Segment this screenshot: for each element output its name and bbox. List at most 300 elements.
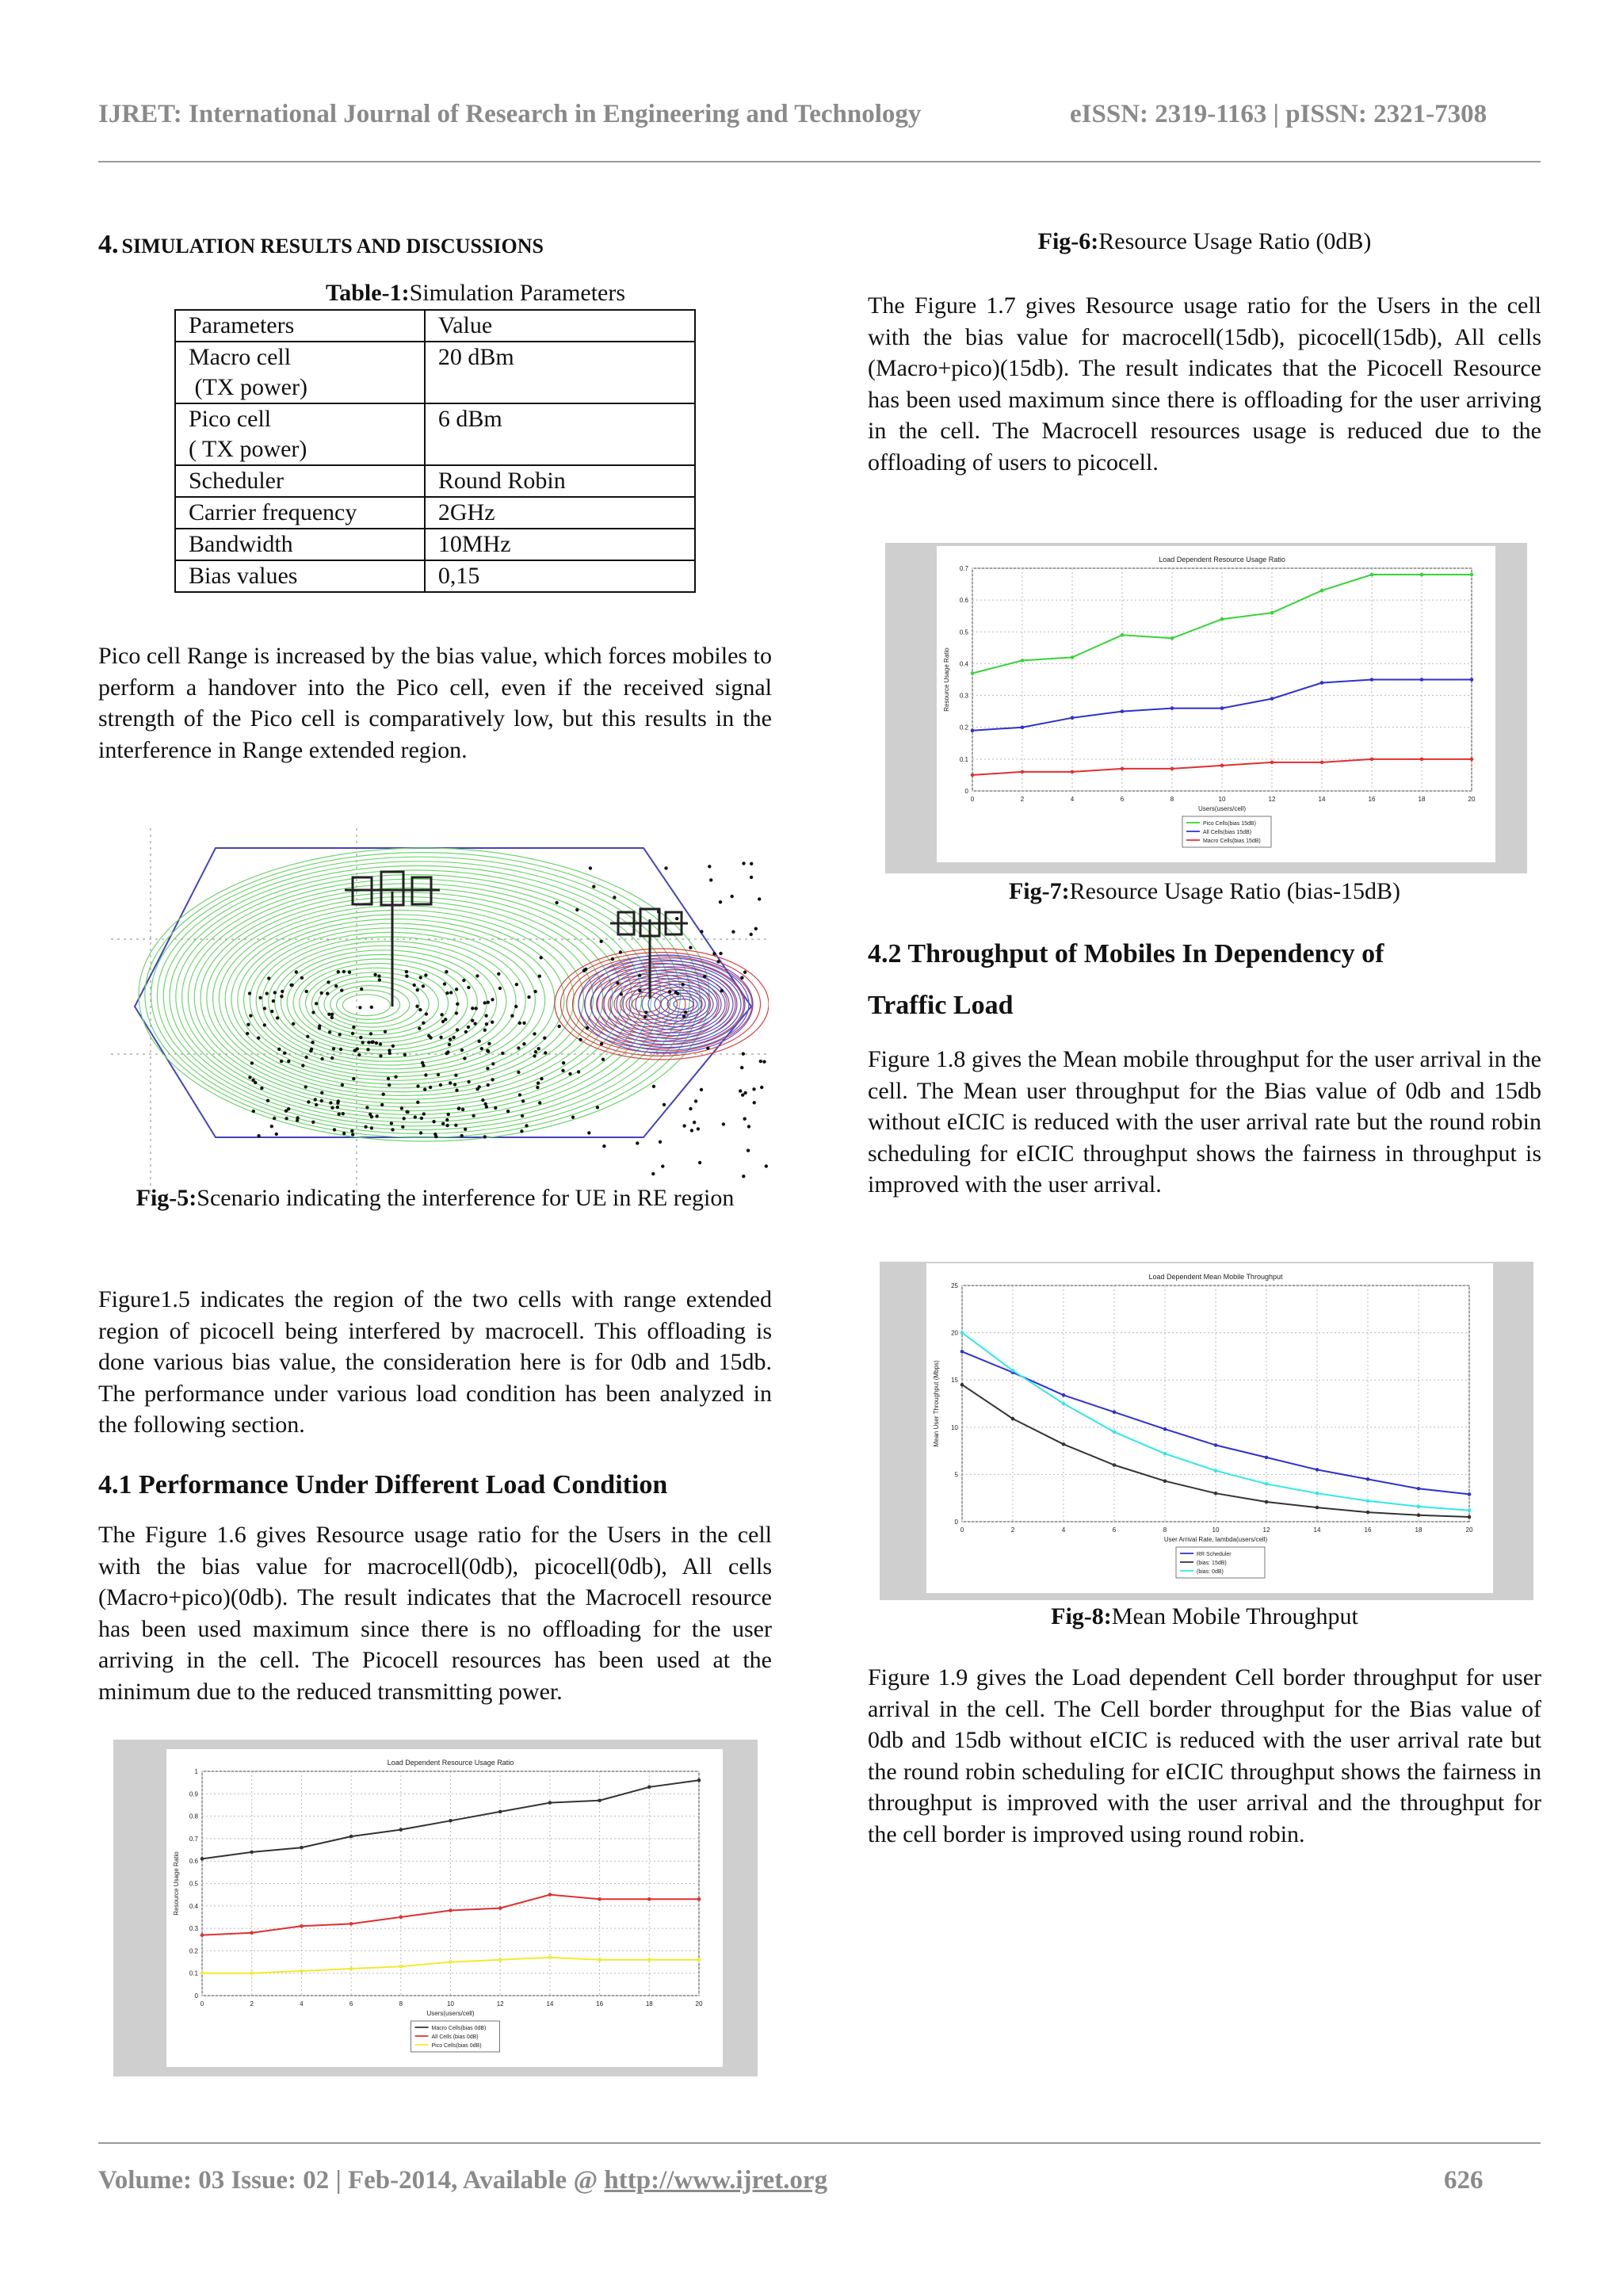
ue-dot bbox=[443, 982, 446, 985]
ue-dot bbox=[484, 1014, 487, 1017]
ue-dot bbox=[379, 1054, 382, 1057]
ue-dot bbox=[742, 861, 745, 865]
ue-dot bbox=[491, 1078, 494, 1081]
ue-dot bbox=[462, 979, 465, 982]
data-point bbox=[1370, 573, 1374, 577]
x-tick-label: 4 bbox=[1070, 796, 1075, 803]
ue-dot bbox=[419, 1131, 422, 1134]
ue-dot bbox=[740, 976, 743, 980]
y-tick-label: 10 bbox=[951, 1423, 958, 1431]
ue-dot bbox=[281, 990, 284, 993]
ue-dot bbox=[311, 1010, 315, 1014]
ue-dot bbox=[533, 1032, 536, 1035]
ue-dot bbox=[518, 1022, 521, 1025]
section4-heading: 4. SIMULATION RESULTS AND DISCUSSIONS bbox=[98, 230, 544, 259]
ue-dot bbox=[485, 1022, 488, 1026]
fig8-chart-frame bbox=[880, 1262, 1533, 1600]
ue-dot bbox=[517, 1046, 520, 1049]
ue-dot bbox=[759, 1060, 762, 1063]
ue-dot bbox=[359, 1036, 362, 1039]
ue-dot bbox=[750, 933, 753, 936]
y-axis-label: Resource Usage Ratio bbox=[943, 648, 950, 712]
y-tick-label: 0.7 bbox=[959, 565, 968, 572]
ue-dot bbox=[336, 1101, 339, 1104]
fig6-chart-frame bbox=[113, 1740, 758, 2076]
ue-dot bbox=[375, 1041, 378, 1045]
ue-dot bbox=[260, 1087, 263, 1090]
ue-dot bbox=[719, 900, 722, 904]
ue-dot bbox=[328, 1030, 331, 1033]
footer-rule bbox=[98, 2142, 1541, 2144]
chart-title: Load Dependent Resource Usage Ratio bbox=[1159, 556, 1285, 563]
ue-dot bbox=[600, 1042, 603, 1045]
ue-dot bbox=[388, 1083, 391, 1087]
data-point bbox=[349, 1922, 353, 1926]
table-row bbox=[175, 465, 695, 497]
ue-dot bbox=[352, 1026, 355, 1029]
legend-label: RR Scheduler bbox=[1197, 1552, 1232, 1557]
ue-dot bbox=[520, 1129, 523, 1133]
x-tick-label: 2 bbox=[1010, 1526, 1015, 1534]
data-point bbox=[498, 1810, 502, 1814]
ue-dot bbox=[445, 1124, 449, 1127]
fig7-caption: Fig-7:Resource Usage Ratio (bias-15dB) bbox=[1008, 878, 1401, 904]
value-cell: 20 dBm bbox=[425, 342, 695, 403]
ue-dot bbox=[463, 1056, 466, 1060]
ue-dot bbox=[510, 1014, 514, 1018]
data-point bbox=[1468, 1508, 1472, 1512]
ue-dot bbox=[472, 1114, 475, 1117]
ue-dot bbox=[387, 1077, 390, 1080]
parameter-cell: Parameters bbox=[175, 310, 425, 342]
data-point bbox=[1316, 1506, 1319, 1510]
ue-dot bbox=[413, 984, 416, 987]
ue-dot bbox=[254, 1081, 257, 1084]
page-number: 626 bbox=[1444, 2166, 1484, 2195]
ue-dot bbox=[309, 1049, 312, 1052]
ue-dot bbox=[429, 1036, 432, 1039]
ue-dot bbox=[388, 1052, 391, 1055]
ue-dot bbox=[246, 1023, 250, 1026]
ue-dot bbox=[497, 972, 500, 976]
ue-dot bbox=[536, 1086, 539, 1089]
ue-dot bbox=[423, 1087, 426, 1091]
ue-dot bbox=[337, 970, 340, 973]
ue-dot bbox=[758, 897, 761, 900]
x-tick-label: 18 bbox=[1418, 796, 1426, 803]
data-point bbox=[1417, 1487, 1421, 1491]
x-tick-label: 2 bbox=[250, 2000, 254, 2008]
chart-title: Load Dependent Mean Mobile Throughput bbox=[1148, 1273, 1283, 1281]
fig6-chart bbox=[113, 1740, 758, 2076]
ue-dot bbox=[433, 1133, 437, 1136]
data-point bbox=[1270, 611, 1274, 615]
legend-label: (bias: 0dB) bbox=[1197, 1569, 1224, 1575]
value-cell: Value bbox=[425, 310, 695, 342]
x-tick-label: 14 bbox=[546, 2000, 554, 2008]
data-point bbox=[498, 1906, 502, 1910]
ue-dot bbox=[454, 1074, 457, 1077]
para-fig15: Figure1.5 indicates the region of the two cells with range extended region of picocell being interfered by macrocell. This offloading is done various bias value, the consideration here is for 0db and 15db. The performance under various load condition has been analyzed in the following section. bbox=[98, 1286, 772, 1438]
data-point bbox=[971, 671, 975, 675]
data-point bbox=[1265, 1482, 1269, 1486]
ue-dot bbox=[712, 952, 716, 955]
ue-dot bbox=[420, 1117, 423, 1120]
ue-dot bbox=[616, 981, 619, 984]
ue-dot bbox=[584, 968, 587, 971]
ue-dot bbox=[367, 1041, 370, 1044]
ue-dot bbox=[455, 988, 458, 991]
y-tick-label: 0.6 bbox=[189, 1858, 198, 1866]
y-tick-label: 0.3 bbox=[189, 1925, 198, 1933]
ue-dot bbox=[517, 1071, 520, 1074]
ue-dot bbox=[592, 885, 595, 888]
ue-dot bbox=[263, 1007, 266, 1010]
value-cell: 10MHz bbox=[425, 529, 695, 560]
ue-dot bbox=[418, 1026, 421, 1030]
ue-dot bbox=[330, 1016, 334, 1019]
ue-dot bbox=[330, 1013, 334, 1016]
y-tick-label: 0.8 bbox=[189, 1813, 198, 1820]
ue-dot bbox=[401, 1125, 404, 1129]
value-cell: Round Robin bbox=[425, 465, 695, 497]
journal-url-link[interactable]: http://www.ijret.org bbox=[604, 2166, 828, 2195]
x-tick-label: 12 bbox=[1268, 796, 1276, 803]
fig8-caption: Fig-8:Mean Mobile Throughput bbox=[1051, 1603, 1358, 1629]
para-fig16: The Figure 1.6 gives Resource usage ratio for the Users in the cell with the bias value for macrocell(0db), picocell(0db), All cells (Macro+pico)(0db). The result indicates that the Macrocell resource has been used maximum since there is no offloading for the user arriving in the cell. The Picocell resources has been used at the minimum due to the reduced transmitting power. bbox=[98, 1522, 772, 1705]
journal-title: IJRET: International Journal of Research in Engineering and Technology bbox=[98, 100, 922, 128]
x-tick-label: 20 bbox=[1465, 1526, 1473, 1534]
ue-dot bbox=[475, 974, 479, 977]
ue-dot bbox=[370, 1006, 373, 1009]
ue-dot bbox=[358, 1006, 361, 1009]
data-point bbox=[1214, 1469, 1218, 1473]
macro-coverage-ring bbox=[170, 870, 661, 1122]
ue-dot bbox=[663, 1103, 666, 1106]
ue-dot bbox=[538, 975, 541, 978]
macro-coverage-ring bbox=[238, 919, 555, 1081]
x-tick-label: 0 bbox=[960, 1526, 964, 1534]
ue-dot bbox=[571, 1116, 575, 1119]
ue-dot bbox=[456, 1003, 459, 1006]
data-point bbox=[1071, 655, 1075, 659]
data-point bbox=[960, 1383, 964, 1387]
data-point bbox=[1220, 706, 1224, 710]
ue-dot bbox=[301, 1064, 304, 1067]
ue-dot bbox=[533, 990, 537, 993]
data-point bbox=[1470, 573, 1474, 577]
ue-dot bbox=[644, 1010, 647, 1014]
ue-dot bbox=[295, 970, 298, 973]
ue-dot bbox=[743, 1117, 747, 1121]
ue-dot bbox=[257, 1037, 260, 1040]
ue-dot bbox=[537, 1047, 540, 1050]
ue-dot bbox=[568, 1072, 571, 1075]
ue-dot bbox=[384, 1030, 387, 1033]
macro-coverage-ring bbox=[342, 995, 390, 1016]
ue-dot bbox=[351, 1133, 354, 1136]
ue-dot bbox=[731, 930, 735, 934]
ue-dot bbox=[449, 1081, 452, 1084]
data-point bbox=[250, 1971, 254, 1975]
ue-dot bbox=[320, 1099, 323, 1102]
ue-dot bbox=[483, 1135, 487, 1138]
ue-dot bbox=[747, 1149, 750, 1152]
data-point bbox=[1420, 573, 1424, 577]
ue-dot bbox=[391, 1045, 395, 1048]
ue-dot bbox=[422, 984, 425, 988]
fig7-chart bbox=[885, 543, 1527, 873]
ue-dot bbox=[258, 996, 262, 999]
data-point bbox=[697, 1897, 701, 1901]
x-tick-label: 12 bbox=[496, 2000, 504, 2008]
data-point bbox=[647, 1958, 651, 1962]
ue-dot bbox=[754, 927, 758, 930]
ue-dot bbox=[249, 1014, 252, 1017]
ue-dot bbox=[750, 876, 753, 879]
ue-dot bbox=[740, 1066, 743, 1069]
parameter-cell: Carrier frequency bbox=[175, 497, 425, 529]
ue-dot bbox=[403, 1117, 406, 1120]
y-tick-label: 0.9 bbox=[189, 1790, 198, 1798]
ue-dot bbox=[521, 1114, 524, 1117]
ue-dot bbox=[741, 1094, 744, 1097]
para-fig19: Figure 1.9 gives the Load dependent Cell border throughput for user arrival in the cell. The Cell border throughput for the Bias value of 0db and 15db without eICIC is reduced with the user arrival rate but the round robin scheduling for eICIC throughput shows the fairness in throughput is improved with the user arrival and the throughput for the cell border is improved using round robin. bbox=[868, 1664, 1541, 1847]
y-tick-label: 0.3 bbox=[959, 692, 968, 700]
legend-label: Macro Cells(bias 0dB) bbox=[431, 2026, 487, 2031]
ue-dot bbox=[719, 952, 722, 955]
ue-dot bbox=[283, 1052, 286, 1055]
table-header-row bbox=[175, 310, 695, 342]
ue-dot bbox=[391, 1128, 394, 1131]
ue-dot bbox=[703, 975, 706, 978]
y-axis-label: Mean User Throughput (Mbps) bbox=[933, 1360, 940, 1447]
ue-dot bbox=[720, 989, 724, 992]
y-tick-label: 0.7 bbox=[189, 1835, 198, 1843]
ue-dot bbox=[555, 901, 558, 904]
ue-dot bbox=[460, 1134, 464, 1137]
ue-dot bbox=[270, 1125, 273, 1128]
ue-dot bbox=[643, 1015, 647, 1018]
ue-dot bbox=[636, 1141, 639, 1144]
ue-dot bbox=[460, 1049, 464, 1052]
data-point bbox=[647, 1897, 651, 1901]
x-tick-label: 10 bbox=[1218, 796, 1226, 803]
ue-dot bbox=[467, 1026, 470, 1029]
ue-dot bbox=[498, 987, 502, 990]
legend-label: All Cells (bias 0dB) bbox=[431, 2034, 479, 2040]
ue-dot bbox=[534, 1050, 537, 1053]
ue-dot bbox=[416, 1084, 419, 1087]
data-point bbox=[1220, 764, 1224, 768]
parameter-cell: Pico cell ( TX power) bbox=[175, 403, 425, 465]
data-point bbox=[1320, 761, 1324, 765]
macro-cell-coverage bbox=[139, 848, 709, 1141]
ue-dot bbox=[314, 1098, 317, 1101]
ue-dot bbox=[697, 1127, 700, 1130]
x-tick-label: 10 bbox=[1212, 1526, 1220, 1534]
ue-dot bbox=[762, 1060, 766, 1064]
ue-dot bbox=[360, 988, 363, 991]
ue-dot bbox=[750, 862, 753, 865]
fig5-caption: Fig-5:Scenario indicating the interference for UE in RE region bbox=[136, 1185, 735, 1211]
x-tick-label: 4 bbox=[1061, 1526, 1066, 1534]
data-point bbox=[1417, 1505, 1421, 1509]
ue-dot bbox=[341, 1083, 344, 1087]
y-tick-label: 1 bbox=[194, 1768, 198, 1775]
ue-dot bbox=[403, 1053, 407, 1056]
ue-dot bbox=[246, 1032, 249, 1035]
ue-dot bbox=[558, 1025, 561, 1028]
data-point bbox=[1062, 1402, 1066, 1406]
fig7-chart-frame bbox=[885, 543, 1527, 873]
scenario-diagram bbox=[111, 828, 769, 1193]
data-point bbox=[399, 1916, 403, 1920]
ue-dot bbox=[300, 976, 304, 980]
ue-dot bbox=[693, 1121, 696, 1124]
ue-dot bbox=[422, 1064, 425, 1067]
ue-dot bbox=[471, 1019, 474, 1022]
ue-dot bbox=[361, 1041, 365, 1044]
ue-dot bbox=[289, 984, 292, 987]
ue-dot bbox=[445, 991, 449, 995]
ue-dot bbox=[306, 1035, 309, 1038]
ue-dot bbox=[533, 1054, 536, 1057]
y-tick-label: 15 bbox=[951, 1377, 958, 1385]
ue-dot bbox=[439, 1036, 442, 1039]
ue-dot bbox=[248, 1075, 251, 1079]
ue-dot bbox=[471, 1007, 474, 1010]
ue-dot bbox=[370, 1115, 373, 1118]
ue-dot bbox=[315, 1002, 318, 1005]
ue-dot bbox=[382, 1093, 385, 1096]
data-point bbox=[1420, 758, 1424, 762]
ue-dot bbox=[352, 1077, 355, 1080]
ue-dot bbox=[311, 1121, 315, 1124]
x-tick-label: 16 bbox=[1364, 1526, 1372, 1534]
legend-label: Pico Cells(bias 0dB) bbox=[431, 2043, 482, 2049]
ue-dot bbox=[478, 1040, 481, 1043]
ue-dot bbox=[305, 990, 308, 993]
ue-dot bbox=[326, 991, 329, 995]
ue-dot bbox=[494, 1106, 497, 1110]
data-point bbox=[1320, 681, 1324, 685]
data-point bbox=[1113, 1463, 1117, 1467]
ue-dot bbox=[437, 1073, 440, 1076]
ue-dot bbox=[342, 1112, 345, 1115]
pico-coverage-ring bbox=[617, 972, 729, 1036]
x-tick-label: 8 bbox=[1163, 1526, 1167, 1534]
x-tick-label: 4 bbox=[300, 2000, 304, 2008]
ue-dot bbox=[445, 1118, 449, 1121]
ue-dot bbox=[276, 1016, 279, 1019]
ue-dot bbox=[739, 1089, 742, 1092]
y-tick-label: 0.5 bbox=[189, 1880, 198, 1888]
ue-dot bbox=[752, 1087, 755, 1091]
ue-dot bbox=[540, 1077, 543, 1080]
ue-dot bbox=[449, 991, 453, 994]
ue-dot bbox=[342, 1132, 346, 1135]
ue-dot bbox=[280, 995, 283, 998]
y-axis-label: Resource Usage Ratio bbox=[173, 1851, 180, 1916]
data-point bbox=[1113, 1410, 1117, 1414]
ue-dot bbox=[613, 896, 616, 899]
ue-dot bbox=[287, 1107, 290, 1110]
ue-dot bbox=[515, 983, 518, 986]
ue-dot bbox=[464, 1030, 468, 1033]
data-point bbox=[1021, 725, 1025, 729]
ue-dot bbox=[304, 1085, 307, 1088]
data-point bbox=[1214, 1443, 1218, 1447]
ue-dot bbox=[675, 917, 678, 920]
ue-dot bbox=[602, 1144, 605, 1148]
data-point bbox=[1163, 1427, 1167, 1431]
ue-dot bbox=[416, 988, 419, 991]
ue-dot bbox=[351, 1032, 354, 1035]
macro-coverage-ring bbox=[306, 968, 449, 1038]
para-fig17: The Figure 1.7 gives Resource usage ratio for the Users in the cell with the bias value for macrocell(15db), picocell(15db), All cells (Macro+pico)(15db). The result indicates that the Picocell Resource has been used maximum since there is offloading for the user arriving in the cell. The Macrocell resources usage is reduced due to the offloading of users to picocell. bbox=[868, 292, 1541, 476]
ue-dot bbox=[722, 1122, 725, 1125]
y-tick-label: 25 bbox=[951, 1282, 958, 1289]
ue-dot bbox=[742, 1052, 745, 1056]
y-tick-label: 0.4 bbox=[189, 1902, 198, 1910]
data-point bbox=[1071, 716, 1075, 720]
chart-title: Load Dependent Resource Usage Ratio bbox=[387, 1759, 514, 1767]
para-fig18: Figure 1.8 gives the Mean mobile throughput for the user arrival in the cell. The Mean user throughput for the Bias value of 0db and 15db without eICIC is reduced with the user arrival rate but the round robin scheduling for eICIC throughput shows the fairness in throughput is improved with the user arrival. bbox=[868, 1046, 1541, 1198]
y-tick-label: 0 bbox=[194, 1992, 198, 2000]
data-point bbox=[1170, 767, 1174, 771]
ue-dot bbox=[320, 991, 323, 995]
ue-dot bbox=[348, 971, 351, 974]
ue-dot bbox=[518, 1093, 521, 1096]
ue-dot bbox=[491, 1021, 494, 1024]
ue-dot bbox=[483, 1029, 487, 1032]
ue-dot bbox=[445, 970, 448, 973]
ue-dot bbox=[577, 1070, 580, 1073]
data-point bbox=[1265, 1456, 1269, 1460]
ue-dot bbox=[263, 1023, 266, 1026]
ue-dot bbox=[406, 1110, 409, 1114]
y-tick-label: 0.6 bbox=[959, 597, 968, 605]
ue-dot bbox=[447, 1113, 450, 1116]
x-tick-label: 14 bbox=[1318, 796, 1326, 803]
ue-dot bbox=[652, 1085, 655, 1088]
macro-coverage-ring bbox=[194, 888, 622, 1106]
data-point bbox=[349, 1835, 353, 1839]
data-point bbox=[1021, 770, 1025, 774]
ue-dot bbox=[377, 974, 380, 977]
macro-coverage-ring bbox=[275, 946, 497, 1057]
data-point bbox=[1370, 758, 1374, 762]
x-tick-label: 0 bbox=[200, 2000, 204, 2008]
parameter-cell: Bias values bbox=[175, 560, 425, 592]
ue-dot bbox=[327, 980, 330, 984]
ue-dot bbox=[296, 1118, 299, 1121]
x-tick-label: 6 bbox=[1120, 796, 1125, 803]
data-point bbox=[971, 774, 975, 777]
x-tick-label: 20 bbox=[1468, 796, 1476, 803]
data-point bbox=[1121, 633, 1125, 637]
ue-dot bbox=[266, 1099, 269, 1102]
ue-dot bbox=[562, 1061, 565, 1064]
ue-dot bbox=[706, 1046, 709, 1049]
ue-dot bbox=[731, 895, 734, 898]
y-tick-label: 0.1 bbox=[189, 1969, 198, 1977]
ue-dot bbox=[311, 1041, 314, 1044]
ue-dot bbox=[452, 1036, 455, 1039]
ue-dot bbox=[709, 878, 712, 881]
data-point bbox=[960, 1350, 964, 1354]
